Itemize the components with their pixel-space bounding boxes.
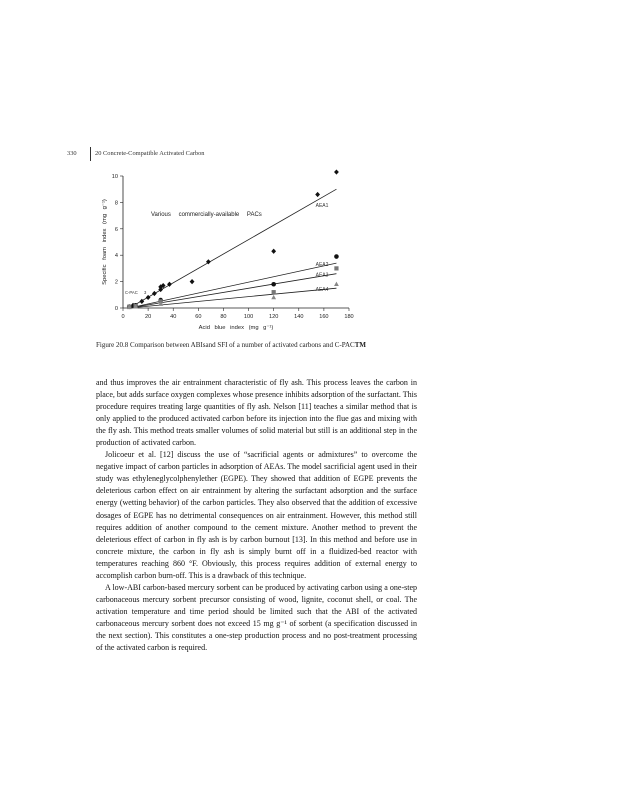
point-aea4 [334,282,339,286]
x-axis-title: Acid blue index (mg g⁻¹) [198,325,274,331]
point-aea2 [334,254,339,259]
y-tick-label: 10 [111,174,118,180]
y-tick-label: 4 [114,253,118,260]
x-tick-label: 100 [243,314,254,320]
y-tick-label: 2 [114,279,118,286]
point-aea3 [334,266,338,270]
paragraph-3: A low-ABI carbon-based mercury sorbent can be produced by activating carbon using a one-step carbonaceous mercury sorbent precursor consisting of wood, lignite, coconut shell, or coal. The activation temperature and time period should be limited such that the ABI of the activated carbonaceous mercury sorbent does not exceed 15 mg g⁻¹ of sorbent (a specification discussed in the next section). This constitutes a one-step production process and no post-treatment processing of the activated carbon is required. [96,582,417,653]
page-number: 330 [67,150,77,157]
x-tick-label: 180 [344,314,354,320]
point-aea1 [146,295,151,300]
x-tick-label: 0 [121,314,125,320]
point-aea1 [315,192,320,197]
point-aea1 [190,279,195,284]
body-text [96,377,417,654]
x-tick-label: 80 [220,314,227,320]
y-tick-label: 6 [114,226,118,233]
x-tick-label: 140 [294,314,304,320]
point-aea1 [271,249,276,254]
y-tick-label: 0 [114,306,118,312]
x-tick-label: 20 [144,314,152,320]
point-aea3 [272,290,276,294]
point-aea2 [271,282,276,287]
x-tick-label: 160 [319,314,329,320]
y-tick-label: 8 [114,200,118,207]
caption-text: Figure 20.8 Comparison between ABIsand SFI of a number of activated carbons and C-PAC [96,341,355,349]
series-label-aea4: AEA4 [315,287,329,294]
point-aea1 [334,169,339,174]
series-label-aea2: AEA2 [315,262,329,269]
series-label-aea3: AEA3 [315,272,329,279]
y-axis-title: Specific foam index (mg g⁻¹) [102,199,108,285]
chapter-title: 20 Concrete-Compatible Activated Carbon [95,150,205,157]
point-aea4 [271,295,276,299]
data-points [127,169,339,309]
paragraph-1: and thus improves the air entrainment characteristic of fly ash. This process leaves the carbon in place, but adds surface oxygen complexes whose presence inhibits adsorption of the surfactant. This procedure requires treating large quantities of fly ash. Nelson [11] teaches a similar method that is only applied to the produced activated carbon before its injection into the flue gas and mixing with the fly ash. This method treats smaller volumes of solid material but still is an additional step in the production of activated carbon. [96,378,417,448]
small-label-3: 3 [144,290,147,295]
x-tick-label: 120 [268,314,279,320]
paragraph-2: Jolicoeur et al. [12] discuss the use of “sacrificial agents or admixtures” to overcome the negative impact of carbon particles in adsorption of AEAs. The model sacrificial agent used in their study was ethyleneglycolphenylether (EGPE). They showed that addition of EGPE prevents the deleterious carbon effect on air entrainment by altering the surfactant adsorption and the surface energy (wetting behavior) of the carbon particles. They also observed that the addition of excessive dosages of EGPE has no detrimental consequences on air entrainment. However, this method still requires addition of another compound to the cement mixture. Another method to prevent the deleterious effect of carbon in fly ash is by carbon burnout [13]. In this method and before use in concrete mixture, the carbon in fly ash is simply burnt off in a fluidized-bed reactor with temperatures reaching 860 °F. Obviously, this process requires addition of external energy to accomplish carbon burn-off. This is a drawback of this technique. [96,450,417,580]
point-aea1 [152,291,157,296]
x-tick-label: 40 [170,314,177,320]
x-tick-label: 60 [195,314,202,320]
series-label-aea1: AEA1 [315,203,329,210]
chart-labels [102,199,329,331]
small-label-cpac: C-PAC [125,290,138,295]
chart-annotation: Various commercially-available PACs [151,212,262,218]
figure-caption [96,341,426,350]
trademark-mark: TM [354,341,366,349]
